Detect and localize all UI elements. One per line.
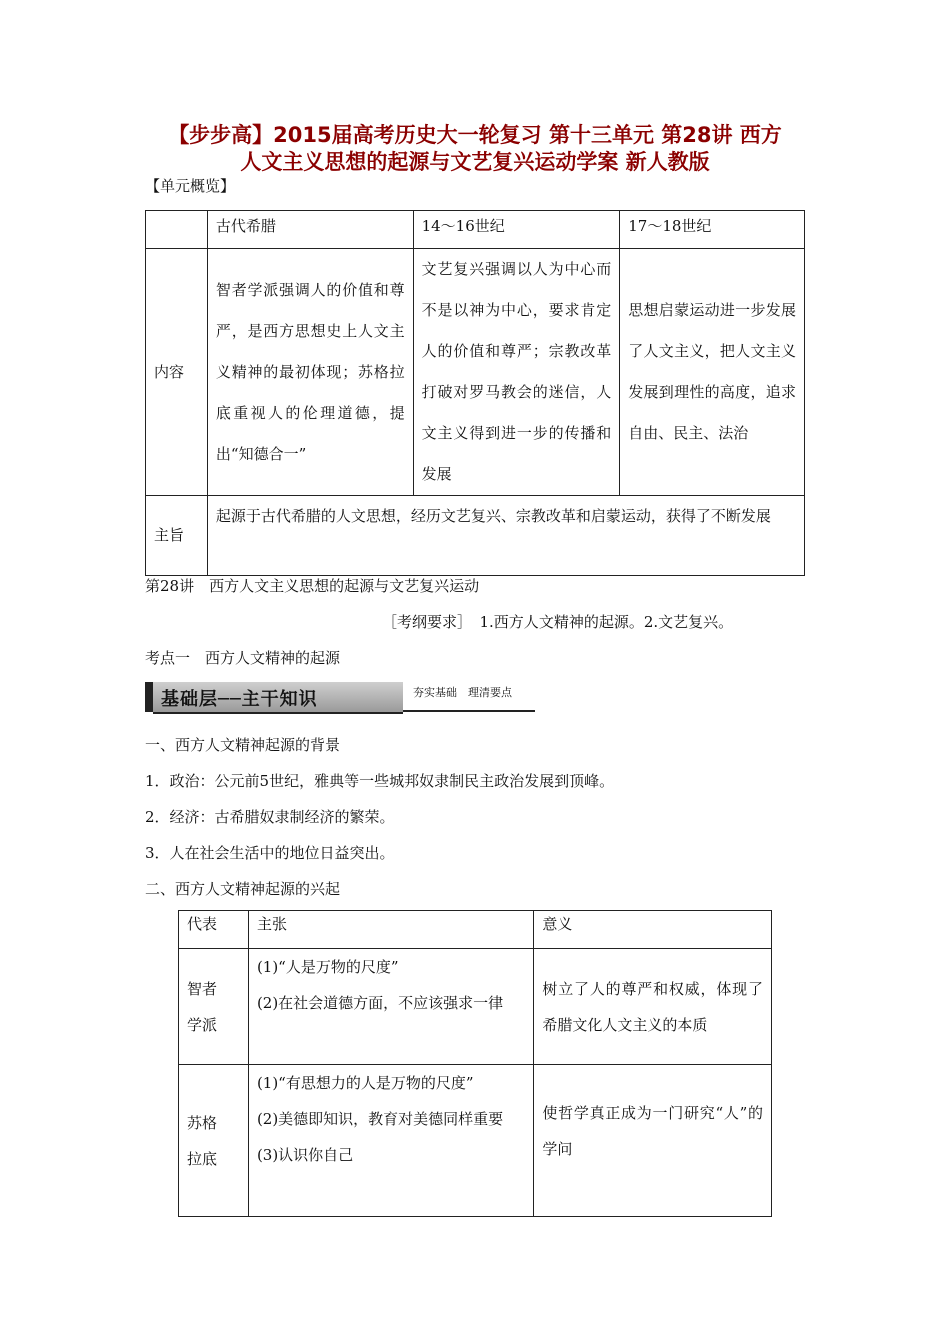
table-row <box>179 1065 772 1217</box>
claim-item: (3)认识你自己 <box>256 1146 354 1164</box>
point-one-heading: 考点一 西方人文精神的起源 <box>145 649 341 667</box>
table-header-cell: 代表 <box>179 911 249 949</box>
title-line-1: 【步步高】2015届高考历史大一轮复习 第十三单元 第28讲 西方 <box>168 123 782 147</box>
claim-item: (1)“有思想力的人是万物的尺度” <box>256 1074 474 1092</box>
list-item: 3．人在社会生活中的地位日益突出。 <box>145 844 395 862</box>
content-17-18-century: 思想启蒙运动进一步发展了人文主义，把人文主义发展到理性的高度，追求自由、民主、法治 <box>620 249 805 496</box>
banner-bar <box>145 682 153 712</box>
table-header-cell <box>146 211 208 249</box>
rep-socrates: 苏格拉底 <box>179 1065 249 1217</box>
content-14-16-century: 文艺复兴强调以人为中心而不是以神为中心，要求肯定人的价值和尊严；宗教改革打破对罗马教会的迷信，人文主义得到进一步的传播和发展 <box>413 249 620 496</box>
banner-title: 基础层──主干知识 <box>161 689 318 710</box>
claims-sophists <box>248 949 533 1065</box>
meaning-sophists: 树立了人的尊严和权威，体现了希腊文化人文主义的本质 <box>534 949 772 1065</box>
section-banner <box>145 682 535 712</box>
unit-overview-label: 【单元概览】 <box>145 177 236 195</box>
exam-requirements: ［考纲要求］ 1.西方人文精神的起源。2.文艺复兴。 <box>382 613 734 631</box>
table-header-cell: 主张 <box>248 911 533 949</box>
table-header-cell: 意义 <box>534 911 772 949</box>
banner-subtitle: 夯实基础 理清要点 <box>413 686 512 699</box>
list-item: 2．经济：古希腊奴隶制经济的繁荣。 <box>145 808 395 826</box>
banner-main <box>153 682 403 714</box>
table-header-cell: 17～18世纪 <box>620 211 805 249</box>
overview-table <box>145 210 805 576</box>
document-title <box>100 122 850 176</box>
title-line-2: 人文主义思想的起源与文艺复兴运动学案 新人教版 <box>240 150 710 174</box>
content-label: 内容 <box>146 249 208 496</box>
claim-item: (1)“人是万物的尺度” <box>256 958 399 976</box>
section-one-heading: 一、西方人文精神起源的背景 <box>145 736 341 754</box>
table-row <box>146 211 805 249</box>
table-row <box>179 911 772 949</box>
meaning-socrates: 使哲学真正成为一门研究“人”的学问 <box>534 1065 772 1217</box>
table-row <box>146 249 805 496</box>
rise-table <box>178 910 772 1217</box>
lecture-title: 第28讲 西方人文主义思想的起源与文艺复兴运动 <box>145 577 480 595</box>
theme-label: 主旨 <box>146 496 208 576</box>
list-item: 1．政治：公元前5世纪，雅典等一些城邦奴隶制民主政治发展到顶峰。 <box>145 772 615 790</box>
section-two-heading: 二、西方人文精神起源的兴起 <box>145 880 341 898</box>
table-row <box>146 496 805 576</box>
table-header-cell: 古代希腊 <box>207 211 413 249</box>
rep-sophists: 智者学派 <box>179 949 249 1065</box>
table-row <box>179 949 772 1065</box>
claims-socrates <box>248 1065 533 1217</box>
claim-item: (2)在社会道德方面，不应该强求一律 <box>256 994 504 1012</box>
claim-item: (2)美德即知识，教育对美德同样重要 <box>256 1110 504 1128</box>
table-header-cell: 14～16世纪 <box>413 211 620 249</box>
theme-text: 起源于古代希腊的人文思想，经历文艺复兴、宗教改革和启蒙运动，获得了不断发展 <box>207 496 804 576</box>
banner-underline <box>403 710 535 712</box>
content-ancient-greece: 智者学派强调人的价值和尊严，是西方思想史上人文主义精神的最初体现；苏格拉底重视人的伦理道德，提出“知德合一” <box>207 249 413 496</box>
